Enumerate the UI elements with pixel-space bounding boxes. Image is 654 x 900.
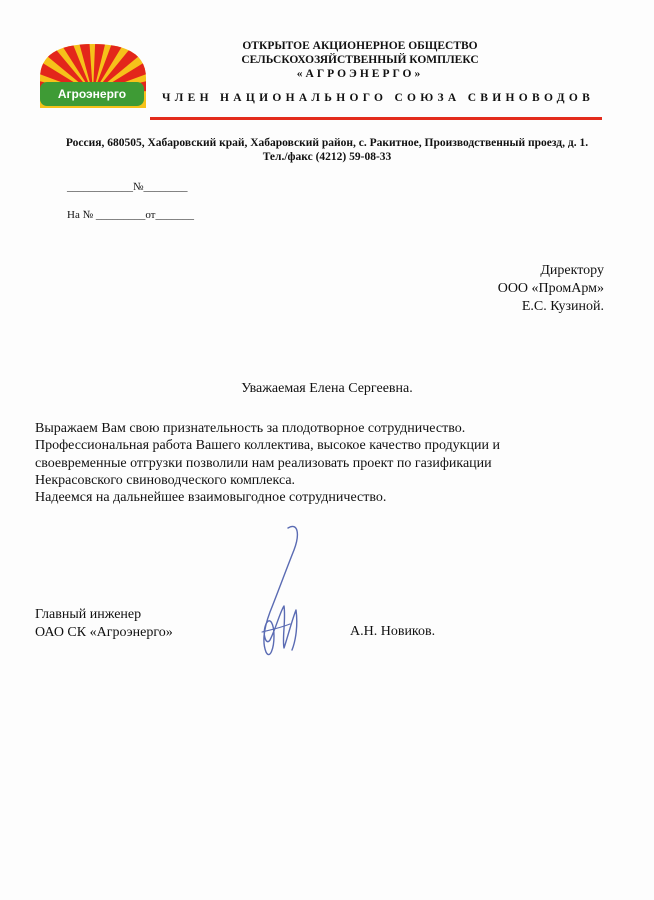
membership-line: ЧЛЕН НАЦИОНАЛЬНОГО СОЮЗА СВИНОВОДОВ: [162, 92, 595, 104]
outgoing-number-line: ____________№________: [67, 181, 188, 193]
logo-text: Агроэнерго: [57, 87, 127, 101]
body-line: своевременные отгрузки позволили нам реализовать проект по газификации: [35, 455, 492, 471]
header-divider: [150, 117, 602, 120]
body-line: Некрасовского свиноводческого комплекса.: [35, 472, 296, 488]
letter-body: [35, 420, 595, 506]
reference-number-line: На № _________от_______: [67, 209, 194, 221]
phone-fax: Тел./факс (4212) 59-08-33: [262, 151, 392, 163]
signer-company: ОАО СК «Агроэнерго»: [35, 625, 173, 640]
body-line: Профессиональная работа Вашего коллектива, высокое качество продукции и: [35, 438, 500, 454]
org-line-3: «АГРОЭНЕРГО»: [296, 68, 424, 80]
greeting: Уважаемая Елена Сергеевна.: [241, 381, 413, 396]
addressee-line-1: Директору: [540, 263, 604, 278]
signer-name: А.Н. Новиков.: [350, 624, 436, 639]
signer-title: [35, 606, 173, 642]
signer-position: Главный инженер: [35, 607, 142, 622]
postal-address: Россия, 680505, Хабаровский край, Хабаровский район, с. Ракитное, Производственный проезд, д. 1.: [65, 137, 589, 149]
body-line: Выражаем Вам свою признательность за плодотворное сотрудничество.: [35, 421, 466, 436]
addressee-line-3: Е.С. Кузиной.: [521, 299, 604, 314]
addressee-line-2: ООО «ПромАрм»: [497, 281, 604, 296]
body-line: Надеемся на дальнейшее взаимовыгодное сотрудничество.: [35, 490, 387, 506]
org-line-2: СЕЛЬСКОХОЗЯЙСТВЕННЫЙ КОМПЛЕКС: [241, 54, 479, 66]
handwritten-signature: [240, 520, 320, 670]
org-line-1: ОТКРЫТОЕ АКЦИОНЕРНОЕ ОБЩЕСТВО: [242, 40, 478, 52]
addressee-block: [404, 262, 604, 316]
